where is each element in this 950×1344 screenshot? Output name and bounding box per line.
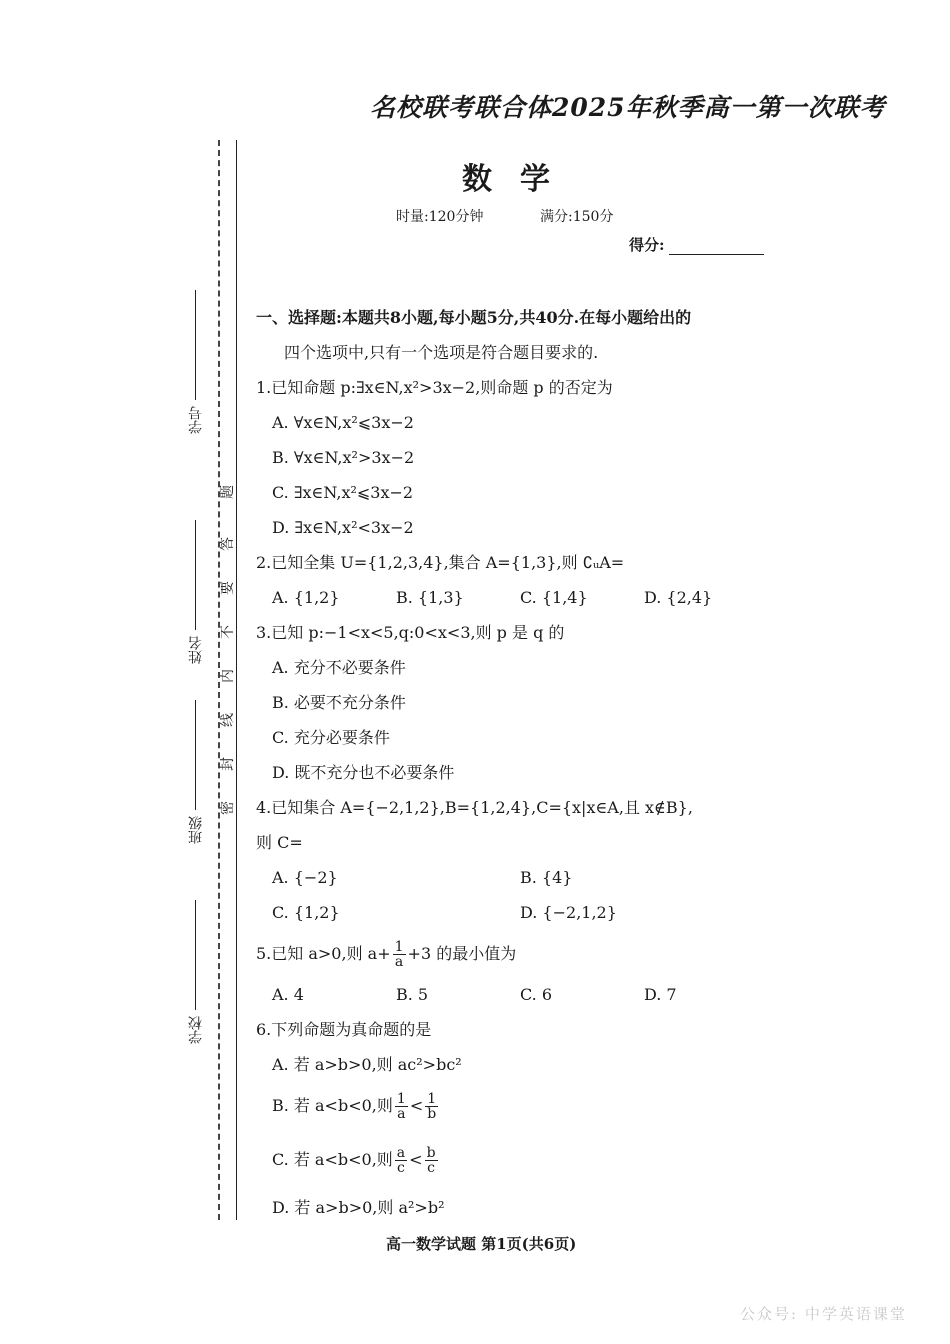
q5-fraction: $\frac{1}{a}$ bbox=[394, 939, 404, 970]
question-6: 6.下列命题为真命题的是 A. 若 a>b>0,则 ac²>bc² B. 若 a<b<0,则 $\frac{1}{a}$ < $\frac{1}{b}$ C. 若 a<b<0,则 $\frac{a}{c}$ < $\frac{b}{c}$ D. 若 a>b>0,则 a²>b² bbox=[256, 1012, 786, 1225]
exam-header-title: 名校联考联合体2025年秋季高一第一次联考 bbox=[370, 93, 886, 122]
q6-option-d: D. 若 a>b>0,则 a²>b² bbox=[272, 1198, 445, 1217]
q6-option-a: A. 若 a>b>0,则 ac²>bc² bbox=[272, 1055, 462, 1074]
question-content bbox=[256, 300, 786, 1225]
q2-option-b: B. {1,3} bbox=[396, 588, 464, 607]
q5-option-c: C. 6 bbox=[520, 985, 553, 1004]
name-field bbox=[186, 520, 206, 664]
school-label: 学校 bbox=[188, 1016, 204, 1044]
question-4: 4.已知集合 A={−2,1,2},B={1,2,4},C={x|x∈A,且 x∉B}, 则 C= A. {−2} B. {4} C. {1,2} D. {−2,1,2} bbox=[256, 790, 786, 930]
name-label: 姓名 bbox=[188, 636, 204, 664]
q4-option-d: D. {−2,1,2} bbox=[520, 903, 617, 922]
question-1: 1.已知命题 p:∃x∈N,x²>3x−2,则命题 p 的否定为 A. ∀x∈N,x²⩽3x−2 B. ∀x∈N,x²>3x−2 C. ∃x∈N,x²⩽3x−2 D. ∃x∈N,x²<3x−2 bbox=[256, 370, 786, 545]
watermark: 公众号: 中学英语课堂 bbox=[740, 1305, 907, 1323]
q1-option-a: A. ∀x∈N,x²⩽3x−2 bbox=[272, 413, 414, 432]
exam-time: 时量:120分钟 bbox=[396, 209, 484, 225]
school-field bbox=[186, 900, 206, 1044]
q4-option-c: C. {1,2} bbox=[272, 903, 340, 922]
q5-option-a: A. 4 bbox=[272, 985, 304, 1004]
subject-title: 数学 bbox=[462, 162, 578, 197]
class-field bbox=[186, 700, 206, 844]
q3-option-d: D. 既不充分也不必要条件 bbox=[272, 763, 455, 782]
section-heading: 一、选择题:本题共8小题,每小题5分,共40分.在每小题给出的 四个选项中,只有一个选项是符合题目要求的. bbox=[256, 308, 692, 362]
question-3: 3.已知 p:−1<x<5,q:0<x<3,则 p 是 q 的 A. 充分不必要条件 B. 必要不充分条件 C. 充分必要条件 D. 既不充分也不必要条件 bbox=[256, 615, 786, 790]
q1-option-b: B. ∀x∈N,x²>3x−2 bbox=[272, 448, 415, 467]
q2-option-a: A. {1,2} bbox=[272, 588, 340, 607]
question-5: 5.已知 a>0,则 a+ $\frac{1}{a}$ +3 的最小值为 A. 4 B. 5 C. 6 D. 7 bbox=[256, 936, 786, 1012]
score-field bbox=[629, 234, 764, 255]
page-footer: 高一数学试题 第1页(共6页) bbox=[386, 1235, 577, 1253]
student-id-field bbox=[186, 290, 206, 434]
q1-option-c: C. ∃x∈N,x²⩽3x−2 bbox=[272, 483, 414, 502]
score-label: 得分: bbox=[629, 236, 665, 254]
q2-option-d: D. {2,4} bbox=[644, 588, 713, 607]
score-blank bbox=[669, 240, 764, 255]
q3-option-c: C. 充分必要条件 bbox=[272, 728, 390, 747]
q4-option-a: A. {−2} bbox=[272, 868, 338, 887]
q3-option-b: B. 必要不充分条件 bbox=[272, 693, 406, 712]
q6-option-c: C. 若 a<b<0,则 $\frac{a}{c}$ < $\frac{b}{c}$ bbox=[272, 1145, 436, 1176]
q1-option-d: D. ∃x∈N,x²<3x−2 bbox=[272, 518, 414, 537]
q2-option-c: C. {1,4} bbox=[520, 588, 588, 607]
class-label: 班级 bbox=[188, 816, 204, 844]
student-id-label: 学号 bbox=[188, 406, 204, 434]
q6-option-b: B. 若 a<b<0,则 $\frac{1}{a}$ < $\frac{1}{b}$ bbox=[272, 1091, 437, 1122]
q5-option-b: B. 5 bbox=[396, 985, 429, 1004]
full-score: 满分:150分 bbox=[540, 209, 614, 225]
q5-option-d: D. 7 bbox=[644, 985, 677, 1004]
q3-option-a: A. 充分不必要条件 bbox=[272, 658, 406, 677]
q4-option-b: B. {4} bbox=[520, 868, 573, 887]
question-2: 2.已知全集 U={1,2,3,4},集合 A={1,3},则 ∁ᵤA= A. {1,2} B. {1,3} C. {1,4} D. {2,4} bbox=[256, 545, 786, 615]
